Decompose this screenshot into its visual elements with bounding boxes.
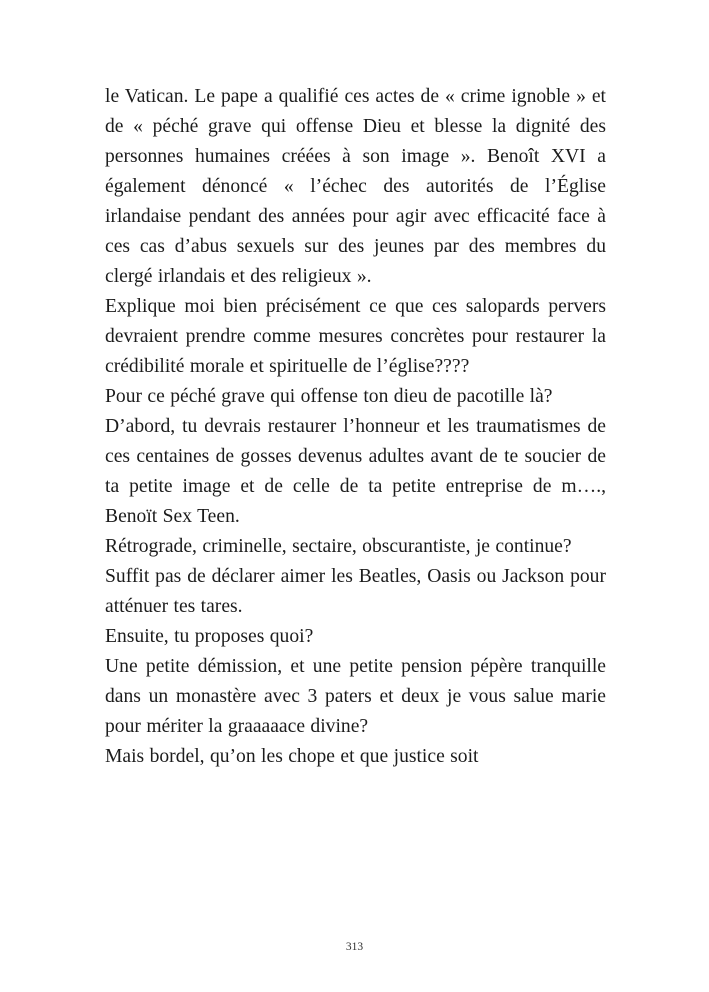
- paragraph: Suffit pas de déclarer aimer les Beatles, Oasis ou Jackson pour atténuer tes tares.: [105, 566, 606, 617]
- paragraph: Mais bordel, qu’on les chope et que justice soit: [105, 746, 479, 767]
- paragraph: Explique moi bien précisément ce que ces salopards pervers devraient prendre comme mesures concrètes pour restaurer la crédibilité morale et spirituelle de l’église????: [105, 296, 606, 377]
- paragraph: le Vatican. Le pape a qualifié ces actes de « crime ignoble » et de « péché grave qui offense Dieu et blesse la dignité des personnes humaines créées à son image ». Benoît XVI a également dénoncé « l’échec des autorités de l’Église irlandaise pendant des années pour agir avec efficacité face à ces cas d’abus sexuels sur des jeunes par des membres du clergé irlandais et des religieux ».: [105, 86, 606, 287]
- paragraph: Rétrograde, criminelle, sectaire, obscurantiste, je continue?: [105, 536, 572, 557]
- paragraph: Une petite démission, et une petite pension pépère tranquille dans un monastère avec 3 paters et deux je vous salue marie pour mériter la graaaaace divine?: [105, 656, 606, 737]
- page-text-block: [105, 82, 606, 772]
- paragraph: Ensuite, tu proposes quoi?: [105, 626, 314, 647]
- paragraph: Pour ce péché grave qui offense ton dieu de pacotille là?: [105, 386, 553, 407]
- page-number: 313: [345, 941, 364, 953]
- paragraph: D’abord, tu devrais restaurer l’honneur et les traumatismes de ces centaines de gosses devenus adultes avant de te soucier de ta petite image et de celle de ta petite entreprise de m…., Benoït Sex Teen.: [105, 416, 606, 527]
